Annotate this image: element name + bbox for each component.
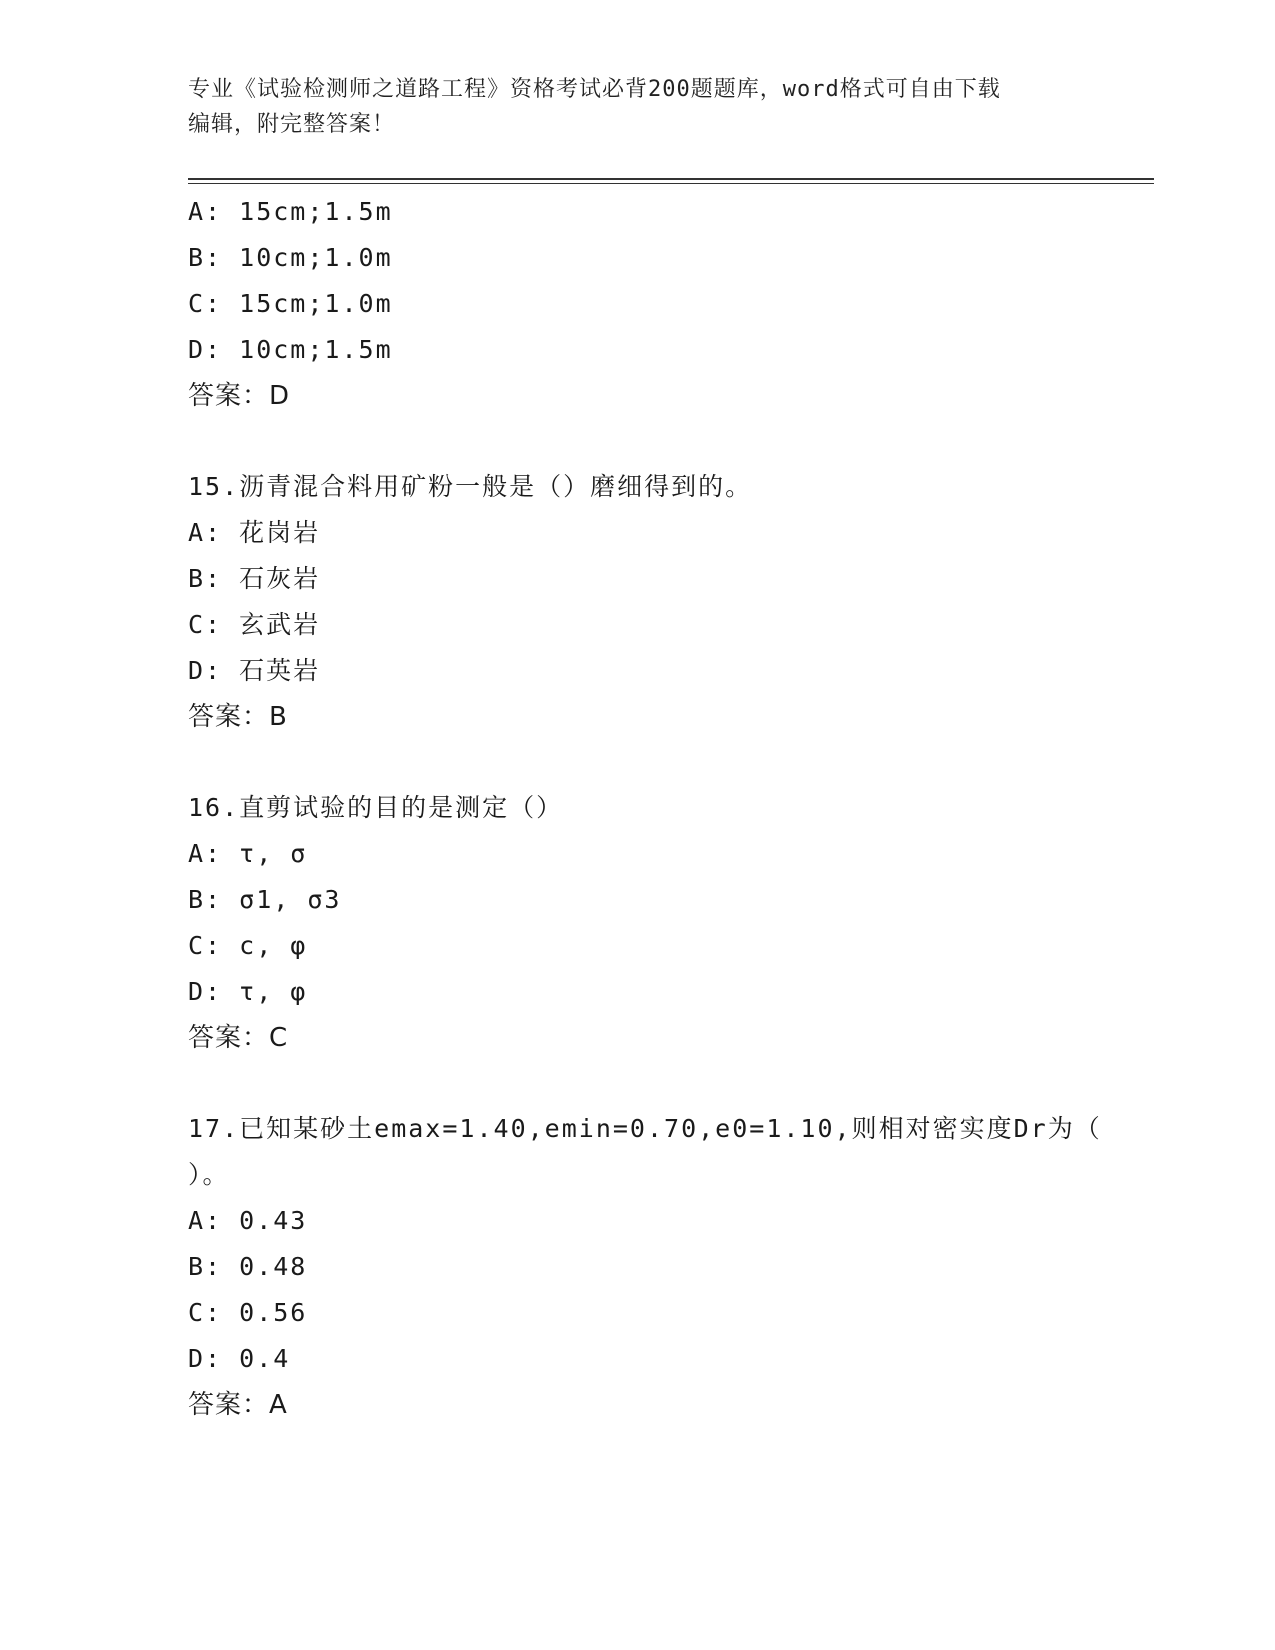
- question-text: 16.直剪试验的目的是测定（）: [188, 793, 564, 822]
- option-c: C: 玄武岩: [188, 610, 321, 639]
- spacer: [188, 1061, 1148, 1106]
- option-d: D: 石英岩: [188, 656, 321, 685]
- option-d: D: 10cm;1.5m: [188, 335, 393, 364]
- option-c: C: 15cm;1.0m: [188, 289, 393, 318]
- header-title-line-1: 专业《试验检测师之道路工程》资格考试必背200题题库，word格式可自由下载: [188, 77, 1001, 102]
- option-b: B: 0.48: [188, 1252, 308, 1281]
- option-b: B: σ1, σ3: [188, 885, 342, 914]
- question-14: [188, 189, 1148, 419]
- document-header: [188, 72, 1088, 142]
- answer: 答案：C: [188, 1023, 289, 1053]
- spacer: [188, 740, 1148, 785]
- option-c: C: c, φ: [188, 931, 308, 960]
- question-text-line-1: 17.已知某砂土emax=1.40,emin=0.70,e0=1.10,则相对密实度Dr为（: [188, 1114, 1102, 1143]
- answer: 答案：A: [188, 1390, 288, 1420]
- question-17: [188, 1106, 1148, 1428]
- header-divider-thin: [188, 183, 1154, 184]
- header-title-line-2: 编辑，附完整答案！: [188, 112, 396, 137]
- option-a: A: 15cm;1.5m: [188, 197, 393, 226]
- option-a: A: 0.43: [188, 1206, 308, 1235]
- question-list: [188, 189, 1148, 1428]
- option-b: B: 石灰岩: [188, 564, 321, 593]
- option-d: D: τ, φ: [188, 977, 308, 1006]
- answer: 答案：D: [188, 381, 291, 411]
- option-c: C: 0.56: [188, 1298, 308, 1327]
- question-text-line-2: ）。: [188, 1160, 230, 1189]
- answer: 答案：B: [188, 702, 288, 732]
- question-text: 15.沥青混合料用矿粉一般是（）磨细得到的。: [188, 472, 753, 501]
- spacer: [188, 419, 1148, 464]
- option-b: B: 10cm;1.0m: [188, 243, 393, 272]
- option-a: A: τ, σ: [188, 839, 308, 868]
- option-d: D: 0.4: [188, 1344, 291, 1373]
- header-divider-thick: [188, 178, 1154, 180]
- question-15: [188, 464, 1148, 740]
- question-16: [188, 785, 1148, 1061]
- option-a: A: 花岗岩: [188, 518, 321, 547]
